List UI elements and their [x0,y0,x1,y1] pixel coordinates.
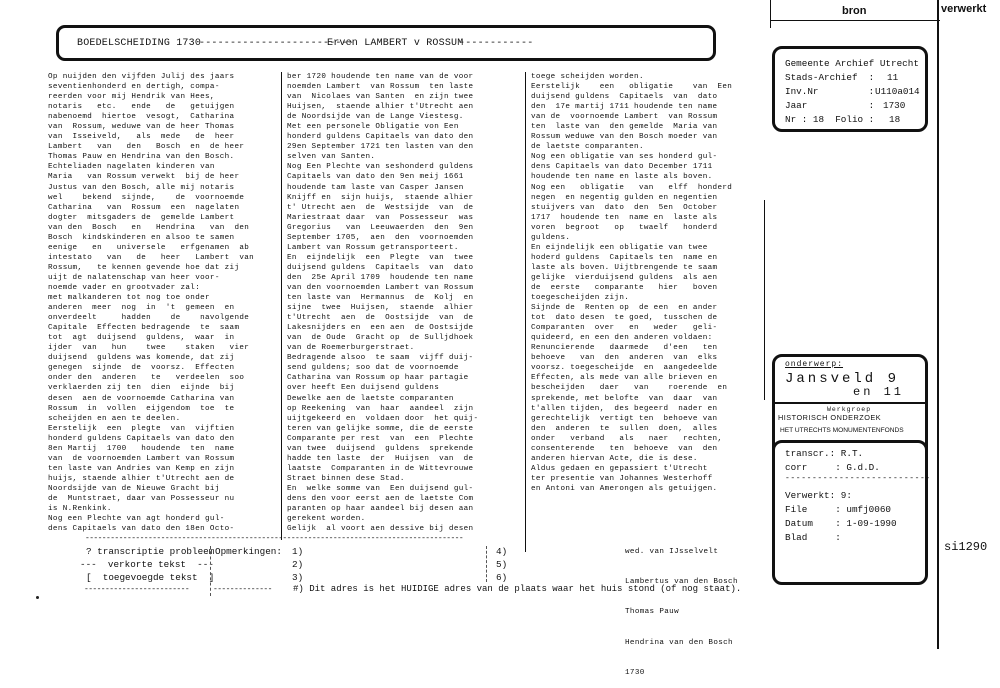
transcription-line: eenige en universele erfgenamen ab [48,243,250,252]
transcription-line: toegescheijden zijn. [531,294,630,303]
transcription-line: ijder van hun twee staken vier [48,344,250,353]
transcription-line: Sijnde de Renten op de een en ander [531,304,718,313]
werkgroep-label: Werkgroep [827,406,872,413]
signature-line: 1730 [625,668,645,677]
transcription-line: Nog een obligatie van ses honderd gul- [531,153,718,162]
transcription-line: ten laste van Hermannus de Kolj en [287,294,474,303]
transcription-line: Gregorius van Leeuwaerden den 9en [287,223,474,232]
transcription-line: tot dato desen te goed, tusschen de [531,314,718,323]
transcription-line: den 25e April 1709 houdende ten name [287,273,474,282]
transcription-line: gelijke vierduijsend guldens als aen [531,273,718,282]
transcription-line: anderen meer nog in 't gemeen en [48,304,235,313]
transcription-line: dens den voor eerst aen de laetste Com [287,494,474,503]
verwerkt-label: verwerkt [941,3,987,15]
transcription-line: Aldus gedaen en gepassiert t'Utrecht [531,464,708,473]
transcription-line: duijsend guldens was komende, dat zij [48,354,235,363]
panel-border-left-top [770,0,771,28]
transcription-line: van Nicolaes van Santen en zijn twee [287,93,474,102]
transcription-line: van Rossum, weduwe van de heer Thomas [48,123,235,132]
transcription-line: Op nuijden den vijfden Julij des jaars [48,73,235,81]
transcription-line: gerechtelijk vertigt ten behoeve van [531,414,718,423]
transcription-line: van de Roemerburgerstraet. [287,344,415,353]
transcription-line: voorsz. toegescheijde en aangedeelde [531,364,718,373]
signature-line: Thomas Pauw [625,608,679,617]
transcription-line: Capitaels van dato den 9en meij 1661 [287,173,464,182]
datum-field: Datum : 1-09-1990 [785,518,897,529]
transcription-line: ten laste van den gemelde Maria van [531,123,718,132]
transcription-line: En welke somme van Een duijsend gul- [287,484,474,493]
remarks-dashes: -------------- [213,585,272,594]
transcription-line: de Noordsijde van de Lange Viestesg. [287,113,464,122]
remark-number: 1) [292,546,304,557]
credits-box [772,440,931,585]
stads-archief-label: Stads-Archief : [785,72,875,83]
transcription-line: Bosch kindskinderen en alsoo te samen [48,233,235,242]
transcription-line: intestato van de heer Lambert van [48,253,255,262]
corrector: corr : G.d.D. [785,462,880,473]
transcription-line: behoeve van den anderen van elks [531,354,718,363]
transcription-line: sprekende, met belofte van daar van [531,394,718,403]
transcription-line: den 17e martij 1711 houdende ten name [531,103,718,112]
transcription-line: ten laste van Andries van Kemp en zijn [48,464,235,473]
transcription-line: ter presentie van Johannes Westerhoff [531,474,713,483]
transcription-line: t' Utrecht aen de Westsijde van de [287,203,474,212]
transcription-line: anderen hiervan Acte, die is dese. [531,454,698,463]
remarks-label: Opmerkingen: [215,546,282,557]
file-field: File : umfj0060 [785,504,892,515]
transcription-line: onder verband als naer rechten, [531,434,723,443]
header-dashes-left: ------------------------- [199,38,355,49]
transcription-line: desen aen de voornoemde Catharina van [48,394,235,403]
transcriber: transcr.: R.T. [785,448,864,459]
remark-number: 6) [496,572,508,583]
transcription-line: Nog Een Plechte van seshonderd guldens [287,163,474,172]
transcription-line: Eerstelijk een obligatie van Een [531,83,733,92]
transcription-line: Lambert van Rossum getransporteert. [287,243,459,252]
transcription-line: Rossum in vollen eijgendom toe te [48,404,235,413]
transcription-line: en Antoni van Amerongen als getuijgen. [531,484,718,493]
transcription-line: Nog een Plechte van agt honderd gul- [48,515,225,524]
legend-top-rule: ------------------------------------------------------------------------------------------ [85,534,464,543]
footnote: #) Dit adres is het HUIDIGE adres van de plaats waar het huis stond (of nog staat). [293,584,742,594]
transcription-line: op Reekening van haar aandeel zijn [287,404,474,413]
project-title-line1: Jansveld 9 [785,371,900,387]
transcription-line: Mariestraat daar van Possesseur was [287,213,474,222]
document-title: BOEDELSCHEIDING 1730 [77,38,202,49]
legend-item-abbreviated-text: --- verkorte tekst --- [80,559,214,570]
werkgroep-name: HISTORISCH ONDERZOEK [778,413,882,422]
transcription-line: uijt de nalatenschap van heer voor- [48,273,220,282]
transcription-line: Met een personele Obligatie von Een [287,123,459,132]
transcription-line: Renuncierende daarmede d'een ten [531,344,718,353]
transcription-line: September 1705, aen den voornoemden [287,233,474,242]
transcription-line: ber 1720 houdende ten name van de voor [287,73,474,81]
transcription-line: Justus van den Bosch, alle mij notaris [48,183,235,192]
project-title-line2: en 11 [853,385,905,399]
remark-number: 4) [496,546,508,557]
transcription-line: selven van Santen. [287,153,376,162]
transcription-line: Eerstelijk een plegte van vijftien [48,424,235,433]
transcription-line: van de voornoemde Lambert van Rossum [531,113,718,122]
transcription-line: onverdeelt hadden de navolgende [48,314,250,323]
transcription-line: met malkanderen tot nog toe onder [48,294,210,303]
transcription-line: van Isseiveld, als mede de heer [48,133,235,142]
transcription-line: Effecten, als mede van alle brieven en [531,374,718,383]
transcription-line: seventienhonderd en dertigh, compa- [48,83,220,92]
transcription-line: genegen sijnde de voorsz. Effecten [48,364,235,373]
transcription-line: stuijvers van dato den 5en October [531,203,718,212]
blad-field: Blad : [785,532,841,543]
transcription-line: gerekent worden. [287,515,366,524]
transcription-line: Lakesnijders en een aen de Oostsijde [287,324,474,333]
transcription-line: van den Bosch en Hendrina van den [48,223,250,232]
inv-nr-label: Inv.Nr : [785,86,875,97]
transcription-line: dens Capitaels van dato December 1711 [531,163,713,172]
inv-nr-value: U110a014 [875,86,920,97]
transcription-line: Gelijk al voort aen dessive bij desen [287,525,474,534]
remark-number: 3) [292,572,304,583]
transcription-line: over heeft Een duijsend guldens [287,384,440,393]
source-reference-box [772,46,928,132]
transcription-line: van de Oude Gracht op de Sulljdhoek [287,334,474,343]
transcription-line: van den voornoemden Lambert van Rossum [287,283,474,292]
transcription-line: den anderen te sullen doen, alles [531,424,718,433]
transcription-line: Huijsen, staende alhier t'Utrecht aen [287,103,474,112]
transcription-line: houdende ten name en laste als boven. [531,173,713,182]
transcription-line: t'Utrecht aen de Oostsijde van de [287,314,474,323]
header-subject: Erven LAMBERT v ROSSUM [327,38,464,49]
archive-name: Gemeente Archief Utrecht [785,58,919,69]
transcription-line: hoderd guldens Capitaels ten name en [531,253,718,262]
transcription-line: consenterende ten behoeve van den [531,444,718,453]
transcription-line: Comparante per rest van een Plechte [287,434,474,443]
transcription-line: laatste Comparanten in de Wittevrouwe [287,464,474,473]
transcription-line: Noordsijde van de Nieuwe Gracht bij [48,484,220,493]
jaar-label: Jaar : [785,100,875,111]
transcription-line: Thomas Pauw en Hendrina van den Bosch. [48,153,235,162]
transcription-line: noemden Lambert van Rossum ten laste [287,83,474,92]
signature-line: Hendrina van den Bosch [625,638,733,647]
transcription-line: 29en September 1721 ten lasten van den [287,143,474,152]
transcription-line: Echteliaden nagelaten kinderen van [48,163,215,172]
transcription-line: huijs, staende alhier t'Utrecht aen de [48,474,235,483]
stray-mark [36,596,39,599]
transcription-line: van de voornoemden Lambert van Rossum [48,454,235,463]
legend-bottom-rule: ------------------------- [84,585,190,594]
transcription-line: 1717 houdende ten name en laste als [531,213,718,222]
transcription-line: bescheijden daer van roerende en [531,384,728,393]
transcription-line: nabenoemd hiertoe vesogt, Catharina [48,113,235,122]
project-divider [775,402,925,404]
transcription-line: Lambert van den Bosch en de heer [48,143,245,152]
transcription-line: van twee duijsend guldens sprekende [287,444,474,453]
transcription-line: honderd guldens Capitaels van dato den [48,434,235,443]
transcription-line: negen en negentig gulden en negentien [531,193,718,202]
transcription-line: de laetste comparanten. [531,143,644,152]
nr-folio-label: Nr : 18 Folio : [785,114,875,125]
transcription-line: toege scheijden worden. [531,73,644,81]
remark-number: 2) [292,559,304,570]
transcription-line: Catharina van Rossum op haar partagie [287,374,469,383]
transcription-line: uijtgekeerd en voldaen door het quij- [287,414,479,423]
transcription-line: notaris etc. ende de getuijgen [48,103,235,112]
transcription-line: Catharina van Rossum een nagelaten [48,203,240,212]
transcription-line: t'allen tijden, des begeerd nader en [531,404,718,413]
monumentenfonds-name: HET UTRECHTS MONUMENTENFONDS [780,427,904,434]
legend-item-added-text: [ toegevoegde tekst ] [86,572,215,583]
transcription-line: Comparanten over en weder geli- [531,324,718,333]
document-code: si1290 [944,540,988,554]
transcription-line: de Muntstraet, daar van Possesseur nu [48,494,235,503]
transcription-line: duijsend guldens Capitaels van dato [531,93,718,102]
transcription-line: scheijden en aen te deelen. [48,414,181,423]
legend-item-transcription-problem: ? transcriptie probleem [86,546,215,557]
credits-divider: --------------------------- [785,474,931,483]
transcription-line: wel bekend sijnde, de voornoemde [48,193,245,202]
legend-divider [210,546,212,596]
bron-label: bron [842,5,867,17]
transcription-line: Nog een obligatie van elff honderd [531,183,733,192]
transcription-line: paranten op haar aandeel bij desen aan [287,505,474,514]
transcription-line: guldens. [531,233,571,242]
transcription-line: Rossum, te kennen gevende hoe dat zij [48,263,240,272]
verwerkt-field: Verwerkt: 9: [785,490,852,501]
transcription-line: laste als boven. Uijtbrengende te saam [531,263,718,272]
transcription-line: reerden voor mij Hendrik van Hees, [48,93,215,102]
header-dashes-right: ------------ [459,38,534,49]
transcription-line: duijsend guldens Capitaels van dato [287,263,474,272]
transcription-line: verklaerden zij ten dien eijnde bij [48,384,235,393]
folio-value: 18 [889,114,901,125]
transcription-line: quideerd, en een den anderen voldaen: [531,334,713,343]
signature-line: Lambertus van den Bosch [625,578,738,587]
transcription-line: de eerste comparante hier boven [531,283,718,292]
transcription-line: Knijff en sijn huijs, staende alhier [287,193,474,202]
transcription-line: dogter mitsgaders de gemelde Lambert [48,213,235,222]
transcription-line: hadde ten laste der Huijsen van de [287,454,474,463]
transcription-line: send guldens; soo dat de voornoemde [287,364,459,373]
stads-archief-value: 11 [887,72,899,83]
panel-border-left [764,200,765,400]
signature-line: wed. van IJsselvelt [625,548,719,557]
transcription-line: onder den anderen te verdeelen soo [48,374,245,383]
panel-divider [937,0,939,649]
transcription-line: Rossum weduwe van den Bosch moeder van [531,133,718,142]
transcription-line: En eijndelijk een Plegte van twee [287,253,474,262]
transcription-line: Bedragende alsoo te saam vijff duij- [287,354,474,363]
transcription-line: Straet binnen dese Stad. [287,474,405,483]
panel-header-rule [770,20,940,21]
transcription-line: sijne twee Huijsen, staende alhier [287,304,474,313]
transcription-line: voren begroot op twaelf honderd [531,223,718,232]
transcription-line: dens Capitaels van dato den 18en Octo- [48,525,235,534]
transcription-line: Dewelke aen de laetste comparanten [287,394,454,403]
transcription-line: En eijndelijk een obligatie van twee [531,243,708,252]
transcription-line: is N.Renkink. [48,505,112,514]
transcription-line: Capitale Effecten bedragende te saam [48,324,240,333]
transcription-line: tot agt duijsend guldens, waar in [48,334,235,343]
remark-number: 5) [496,559,508,570]
onderwerp-label: onderwerp: [785,360,844,369]
transcription-line: honderd guldens Capitaels van dato den [287,133,474,142]
transcription-line: teren van gelijke somme, die de eerste [287,424,474,433]
transcription-line: houdende tam laste van Casper Jansen [287,183,464,192]
transcription-line: noemde vader en grootvader zal: [48,283,201,292]
jaar-value: 1730 [883,100,906,111]
remarks-divider [486,546,488,582]
transcription-line: Maria van Rossum verwekt bij de heer [48,173,240,182]
transcription-line: 8en Martij 1700 houdende ten name [48,444,235,453]
